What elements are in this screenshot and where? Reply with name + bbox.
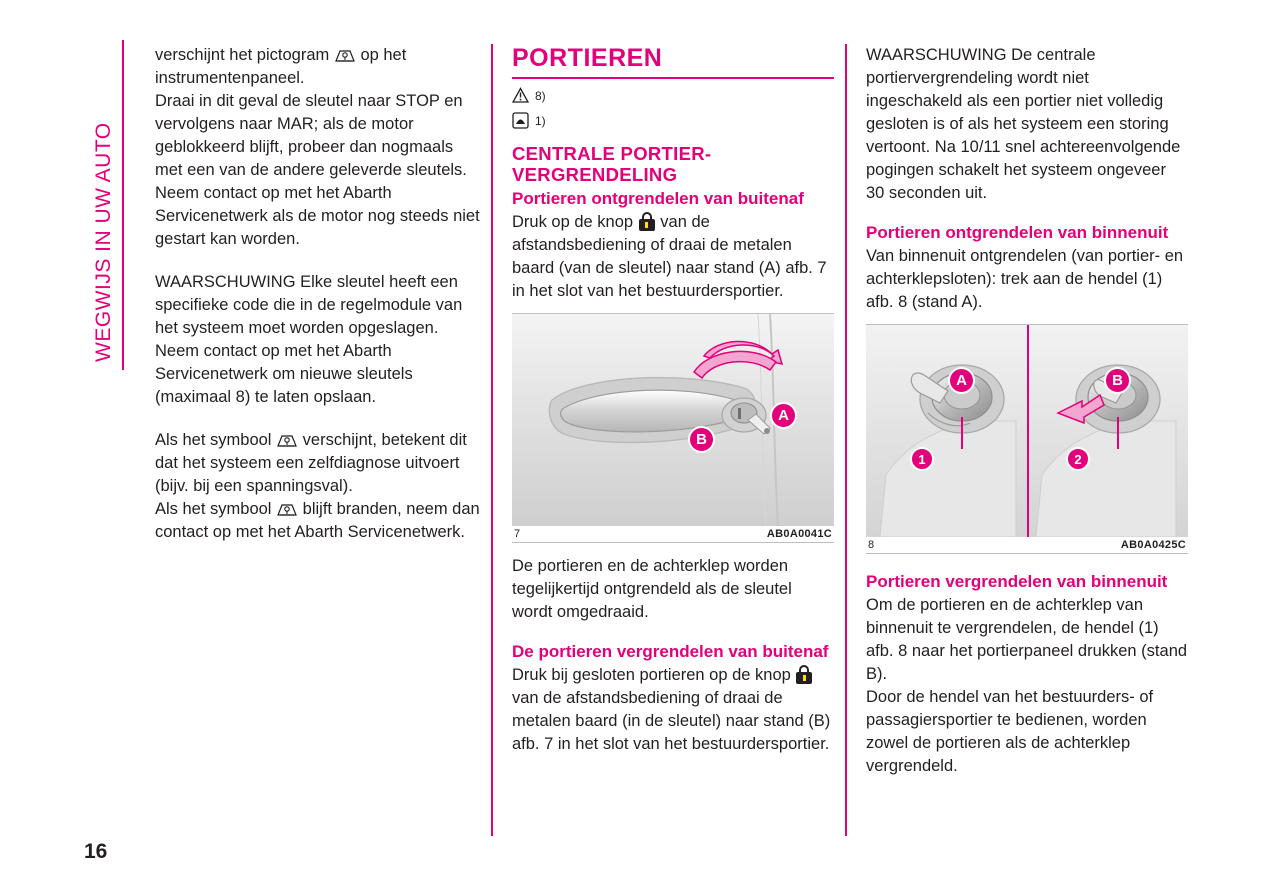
- figure-8-image: [866, 325, 1188, 537]
- heading-unlock-outside: Portieren ontgrendelen van buitenaf: [512, 189, 804, 208]
- paragraph-unlock-inside: Van binnenuit ontgrendelen (van portier- en achterklepsloten): trek aan de hendel (1) afb. 8 (stand A).: [866, 247, 1184, 311]
- figure-8-code: AB0A0425C: [1120, 539, 1186, 551]
- paragraph-warning-key-code: WAARSCHUWING Elke sleutel heeft een specifieke code die in de regelmodule van het systeem moet worden opgeslagen. Neem contact op met het Abarth Servicenetwerk om nieuwe sleutels (maximaal 8) te laten opslaan.: [155, 273, 463, 406]
- warning-triangle-icon: [512, 87, 529, 104]
- page-number: 16: [84, 840, 108, 863]
- figure-8-marker-1: 1: [910, 447, 934, 471]
- key-warning-pictogram-icon-2: [276, 432, 298, 448]
- column-divider-1: [491, 44, 493, 836]
- text-before-icon-2: Als het symbool: [155, 431, 272, 449]
- figure-7-marker-B: B: [688, 426, 715, 453]
- chapter-tab: [84, 40, 124, 370]
- warning-square-icon: [512, 112, 529, 129]
- paragraph-lock-inside-2: Door de hendel van het bestuurders- of passagiersportier te bedienen, worden zowel de portieren als de achterklep vergrendeld.: [866, 688, 1154, 775]
- paragraph-simultaneous-unlock: De portieren en de achterklep worden tegelijkertijd ontgrendeld als de sleutel wordt omgedraaid.: [512, 557, 792, 621]
- figure-7-number: 7: [514, 528, 521, 540]
- key-warning-pictogram-icon: [334, 47, 356, 63]
- figure-7-image: [512, 314, 834, 526]
- paragraph-key-stop-mar: Draai in dit geval de sleutel naar STOP en vervolgens naar MAR; als de motor geblokkeerd blijft, probeer dan nogmaals met een van de andere geleverde sleutels. Neem contact op met het Abarth Servicenetwerk als de motor nog steeds niet gestart kan worden.: [155, 92, 480, 248]
- heading-unlock-inside: Portieren ontgrendelen van binnenuit: [866, 223, 1169, 242]
- paragraph-lock-inside: Om de portieren en de achterklep van binnenuit te vergrendelen, de hendel (1) afb. 8 naar het portierpaneel drukken (stand B).: [866, 596, 1188, 683]
- paragraph-unlock-outside: [512, 211, 834, 303]
- text-unlock-rest: van de afstandsbediening of draai de metalen baard (van de sleutel) naar stand (A) afb. 7 in het slot van het bestuurdersportier.: [512, 213, 827, 300]
- paragraph-warning-central-locking: WAARSCHUWING De centrale portiervergrendeling wordt niet ingeschakeld als een portier niet volledig gesloten is of als het systeem een storing vertoont. Na 10/11 snel achtereenvolgende pogingen schakelt het systeem ongeveer 30 seconden uit.: [866, 46, 1181, 202]
- chapter-tab-label: WEGWIJS IN UW AUTO: [92, 122, 115, 362]
- heading-central-door-locking: CENTRALE PORTIER-VERGRENDELING: [512, 143, 712, 185]
- text-press-button: Druk op de knop: [512, 213, 634, 231]
- figure-7-marker-A: A: [770, 402, 797, 429]
- heading-lock-outside: De portieren vergrendelen van buitenaf: [512, 642, 829, 661]
- paragraph-pictogram-intro: [155, 44, 485, 90]
- note-ref-8: 8): [535, 88, 546, 103]
- paragraph-symbol-stays-on: [155, 498, 485, 544]
- text-before-icon-3: Als het symbool: [155, 500, 272, 518]
- figure-8-split-line: [1027, 325, 1029, 537]
- figure-8-caption: [866, 537, 1188, 553]
- heading-lock-inside: Portieren vergrendelen van binnenuit: [866, 572, 1168, 591]
- column-3: [866, 44, 1188, 778]
- text-before-icon: verschijnt het pictogram: [155, 46, 330, 64]
- text-after-icon-2: verschijnt, betekent dit dat het systeem een zelfdiagnose uitvoert (bijv. bij een spanningsval).: [155, 431, 467, 495]
- figure-8-marker-B: B: [1104, 367, 1131, 394]
- figure-7-caption: [512, 526, 834, 542]
- figure-7: [512, 313, 834, 543]
- figure-7-code: AB0A0041C: [766, 528, 832, 540]
- figure-8-marker-A: A: [948, 367, 975, 394]
- figure-8-marker-2: 2: [1066, 447, 1090, 471]
- key-warning-pictogram-icon-3: [276, 501, 298, 517]
- column-1: [155, 44, 485, 544]
- figure-8: [866, 324, 1188, 554]
- text-press-button-2: Druk bij gesloten portieren op de knop: [512, 666, 791, 684]
- column-divider-2: [845, 44, 847, 836]
- paragraph-selfdiagnose: [155, 429, 485, 498]
- column-2: [512, 44, 834, 756]
- text-after-icon: op het instrumentenpaneel.: [155, 46, 407, 87]
- text-lock-rest: van de afstandsbediening of draai de metalen baard (in de sleutel) naar stand (B) afb. 7 in het slot van het bestuurdersportier.: [512, 689, 831, 753]
- paragraph-lock-outside: [512, 664, 834, 756]
- lock-button-icon: [639, 212, 655, 231]
- lock-button-icon-2: [796, 665, 812, 684]
- page-title: PORTIEREN: [512, 44, 834, 79]
- text-after-icon-3: blijft branden, neem dan contact op met het Abarth Servicenetwerk.: [155, 500, 480, 541]
- note-ref-1: 1): [535, 113, 546, 128]
- note-row-warning: [512, 87, 834, 104]
- note-row-environment: [512, 112, 834, 129]
- figure-8-number: 8: [868, 539, 875, 551]
